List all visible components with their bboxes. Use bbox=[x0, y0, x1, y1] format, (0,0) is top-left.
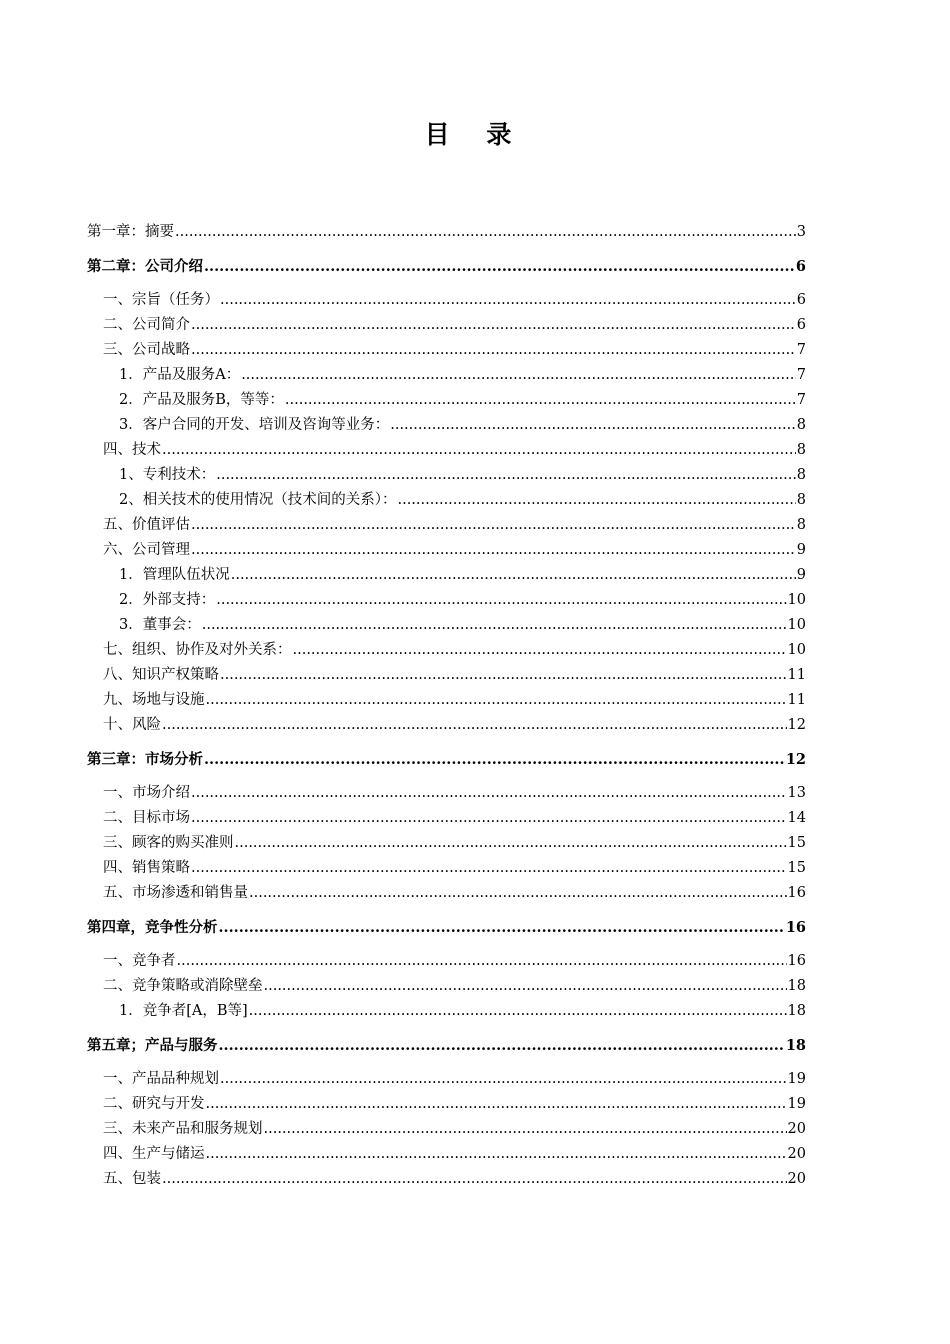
toc-page-number: 10 bbox=[787, 592, 806, 608]
toc-entry[interactable] bbox=[87, 388, 806, 413]
toc-entry[interactable] bbox=[87, 949, 806, 974]
toc-entry-label: 1．管理队伍状况 bbox=[119, 567, 230, 583]
toc-page-number: 19 bbox=[787, 1071, 806, 1087]
toc-entry-label: 五、价值评估 bbox=[103, 517, 190, 533]
toc-dot-leader bbox=[162, 713, 787, 738]
toc-page-number: 15 bbox=[787, 835, 806, 851]
toc-dot-leader bbox=[191, 781, 787, 806]
toc-entry-label: 2．外部支持： bbox=[119, 592, 216, 608]
toc-entry[interactable] bbox=[87, 413, 806, 438]
toc-page-number: 7 bbox=[796, 342, 806, 358]
table-of-contents bbox=[87, 220, 806, 1192]
toc-dot-leader bbox=[191, 538, 796, 563]
toc-entry-label: 四、销售策略 bbox=[103, 860, 190, 876]
toc-entry[interactable] bbox=[87, 1067, 806, 1092]
toc-entry[interactable] bbox=[87, 363, 806, 388]
toc-entry[interactable] bbox=[87, 438, 806, 463]
toc-entry-label: 3．客户合同的开发、培训及咨询等业务： bbox=[119, 417, 390, 433]
toc-page-number: 16 bbox=[785, 919, 806, 936]
toc-entry-label: 七、组织、协作及对外关系： bbox=[103, 642, 292, 658]
toc-page-number: 19 bbox=[787, 1096, 806, 1112]
toc-entry-label: 1、专利技术： bbox=[119, 467, 216, 483]
toc-entry-label: 二、公司简介 bbox=[103, 317, 190, 333]
toc-page-number: 16 bbox=[787, 885, 806, 901]
toc-entry-label: 五、包装 bbox=[103, 1171, 161, 1187]
toc-entry-label: 三、公司战略 bbox=[103, 342, 190, 358]
toc-page-number: 8 bbox=[796, 417, 806, 433]
toc-page-number: 9 bbox=[796, 567, 806, 583]
toc-page-number: 11 bbox=[787, 667, 806, 683]
toc-page-number: 20 bbox=[787, 1121, 806, 1137]
toc-dot-leader bbox=[191, 513, 796, 538]
toc-entry[interactable] bbox=[87, 999, 806, 1024]
toc-dot-leader bbox=[202, 613, 787, 638]
toc-page-number: 8 bbox=[796, 467, 806, 483]
toc-entry[interactable] bbox=[87, 313, 806, 338]
toc-entry-label: 九、场地与设施 bbox=[103, 692, 205, 708]
toc-entry[interactable] bbox=[87, 638, 806, 663]
page-title: 目 录 bbox=[424, 120, 526, 149]
toc-entry-label: 一、宗旨（任务） bbox=[103, 292, 219, 308]
toc-entry-label: 第三章：市场分析 bbox=[87, 751, 203, 768]
toc-dot-leader bbox=[162, 1167, 787, 1192]
toc-chapter-entry[interactable] bbox=[87, 915, 806, 940]
toc-entry[interactable] bbox=[87, 781, 806, 806]
toc-dot-leader bbox=[231, 563, 796, 588]
toc-page-number: 12 bbox=[787, 717, 806, 733]
toc-entry[interactable] bbox=[87, 688, 806, 713]
toc-entry-label: 二、目标市场 bbox=[103, 810, 190, 826]
toc-page-number: 9 bbox=[796, 542, 806, 558]
toc-entry-label: 第五章；产品与服务 bbox=[87, 1037, 218, 1054]
toc-entry-label: 3．董事会： bbox=[119, 617, 201, 633]
toc-dot-leader bbox=[191, 313, 796, 338]
toc-entry-label: 六、公司管理 bbox=[103, 542, 190, 558]
toc-dot-leader bbox=[220, 663, 787, 688]
toc-dot-leader bbox=[241, 363, 796, 388]
toc-entry[interactable] bbox=[87, 1117, 806, 1142]
toc-entry-label: 四、技术 bbox=[103, 442, 161, 458]
toc-entry[interactable] bbox=[87, 1092, 806, 1117]
toc-entry[interactable] bbox=[87, 974, 806, 999]
toc-entry[interactable] bbox=[87, 288, 806, 313]
toc-dot-leader bbox=[249, 881, 787, 906]
toc-dot-leader bbox=[206, 688, 787, 713]
toc-entry-label: 二、研究与开发 bbox=[103, 1096, 205, 1112]
toc-dot-leader bbox=[175, 220, 796, 245]
toc-entry-label: 一、产品品种规划 bbox=[103, 1071, 219, 1087]
toc-page-number: 6 bbox=[796, 292, 806, 308]
toc-entry[interactable] bbox=[87, 881, 806, 906]
toc-entry[interactable] bbox=[87, 588, 806, 613]
toc-entry[interactable] bbox=[87, 663, 806, 688]
toc-entry[interactable] bbox=[87, 220, 806, 245]
toc-entry-label: 1．竞争者[A，B等] bbox=[119, 1003, 248, 1019]
toc-page-number: 16 bbox=[787, 953, 806, 969]
toc-entry[interactable] bbox=[87, 1142, 806, 1167]
toc-entry-label: 二、竞争策略或消除壁垒 bbox=[103, 978, 263, 994]
toc-page-number: 6 bbox=[796, 317, 806, 333]
toc-chapter-entry[interactable] bbox=[87, 1033, 806, 1058]
toc-page-number: 20 bbox=[787, 1146, 806, 1162]
toc-entry-label: 2、相关技术的使用情况（技术间的关系）： bbox=[119, 492, 397, 508]
toc-entry-label: 第一章：摘要 bbox=[87, 224, 174, 240]
toc-page-number: 3 bbox=[796, 224, 806, 240]
toc-entry-label: 第二章：公司介绍 bbox=[87, 258, 203, 275]
toc-page-number: 10 bbox=[787, 642, 806, 658]
toc-page-number: 12 bbox=[785, 751, 806, 768]
toc-entry-label: 1．产品及服务A： bbox=[119, 367, 241, 383]
toc-entry-label: 一、市场介绍 bbox=[103, 785, 190, 801]
toc-dot-leader bbox=[264, 1117, 787, 1142]
toc-dot-leader bbox=[219, 915, 785, 940]
toc-page-number: 8 bbox=[796, 492, 806, 508]
toc-dot-leader bbox=[264, 974, 787, 999]
toc-dot-leader bbox=[390, 413, 796, 438]
toc-page-number: 7 bbox=[796, 392, 806, 408]
toc-dot-leader bbox=[191, 856, 787, 881]
toc-entry[interactable] bbox=[87, 513, 806, 538]
toc-page-number: 13 bbox=[787, 785, 806, 801]
toc-entry[interactable] bbox=[87, 806, 806, 831]
toc-entry[interactable] bbox=[87, 538, 806, 563]
toc-dot-leader bbox=[285, 388, 796, 413]
toc-dot-leader bbox=[206, 1142, 787, 1167]
toc-dot-leader bbox=[177, 949, 787, 974]
toc-chapter-entry[interactable] bbox=[87, 747, 806, 772]
toc-dot-leader bbox=[219, 1033, 785, 1058]
toc-page-number: 18 bbox=[787, 1003, 806, 1019]
toc-dot-leader bbox=[204, 747, 785, 772]
toc-dot-leader bbox=[216, 463, 796, 488]
toc-dot-leader bbox=[397, 488, 795, 513]
toc-entry[interactable] bbox=[87, 1167, 806, 1192]
toc-entry[interactable] bbox=[87, 338, 806, 363]
toc-dot-leader bbox=[220, 1067, 787, 1092]
toc-dot-leader bbox=[204, 254, 795, 279]
toc-page-number: 10 bbox=[787, 617, 806, 633]
toc-entry-label: 八、知识产权策略 bbox=[103, 667, 219, 683]
toc-page-number: 8 bbox=[796, 442, 806, 458]
toc-entry[interactable] bbox=[87, 856, 806, 881]
toc-page-number: 15 bbox=[787, 860, 806, 876]
toc-page-number: 7 bbox=[796, 367, 806, 383]
toc-entry-label: 2．产品及服务B，等等： bbox=[119, 392, 284, 408]
toc-dot-leader bbox=[191, 806, 787, 831]
toc-page-number: 6 bbox=[795, 258, 806, 275]
toc-entry[interactable] bbox=[87, 713, 806, 738]
toc-page-number: 14 bbox=[787, 810, 806, 826]
toc-page-number: 18 bbox=[787, 978, 806, 994]
toc-entry[interactable] bbox=[87, 613, 806, 638]
toc-entry-label: 三、顾客的购买准则 bbox=[103, 835, 234, 851]
toc-dot-leader bbox=[162, 438, 796, 463]
toc-page-number: 20 bbox=[787, 1171, 806, 1187]
toc-entry[interactable] bbox=[87, 563, 806, 588]
toc-entry[interactable] bbox=[87, 831, 806, 856]
toc-entry-label: 四、生产与储运 bbox=[103, 1146, 205, 1162]
toc-page-number: 11 bbox=[787, 692, 806, 708]
toc-entry-label: 第四章，竞争性分析 bbox=[87, 919, 218, 936]
toc-dot-leader bbox=[235, 831, 787, 856]
toc-page-number: 18 bbox=[785, 1037, 806, 1054]
toc-dot-leader bbox=[191, 338, 796, 363]
toc-entry-label: 一、竞争者 bbox=[103, 953, 176, 969]
toc-dot-leader bbox=[249, 999, 787, 1024]
toc-page-number: 8 bbox=[796, 517, 806, 533]
toc-chapter-entry[interactable] bbox=[87, 254, 806, 279]
toc-dot-leader bbox=[220, 288, 796, 313]
toc-entry[interactable] bbox=[87, 488, 806, 513]
toc-entry-label: 十、风险 bbox=[103, 717, 161, 733]
toc-entry-label: 五、市场渗透和销售量 bbox=[103, 885, 248, 901]
toc-entry-label: 三、未来产品和服务规划 bbox=[103, 1121, 263, 1137]
toc-dot-leader bbox=[216, 588, 786, 613]
toc-dot-leader bbox=[206, 1092, 787, 1117]
toc-entry[interactable] bbox=[87, 463, 806, 488]
toc-dot-leader bbox=[293, 638, 787, 663]
